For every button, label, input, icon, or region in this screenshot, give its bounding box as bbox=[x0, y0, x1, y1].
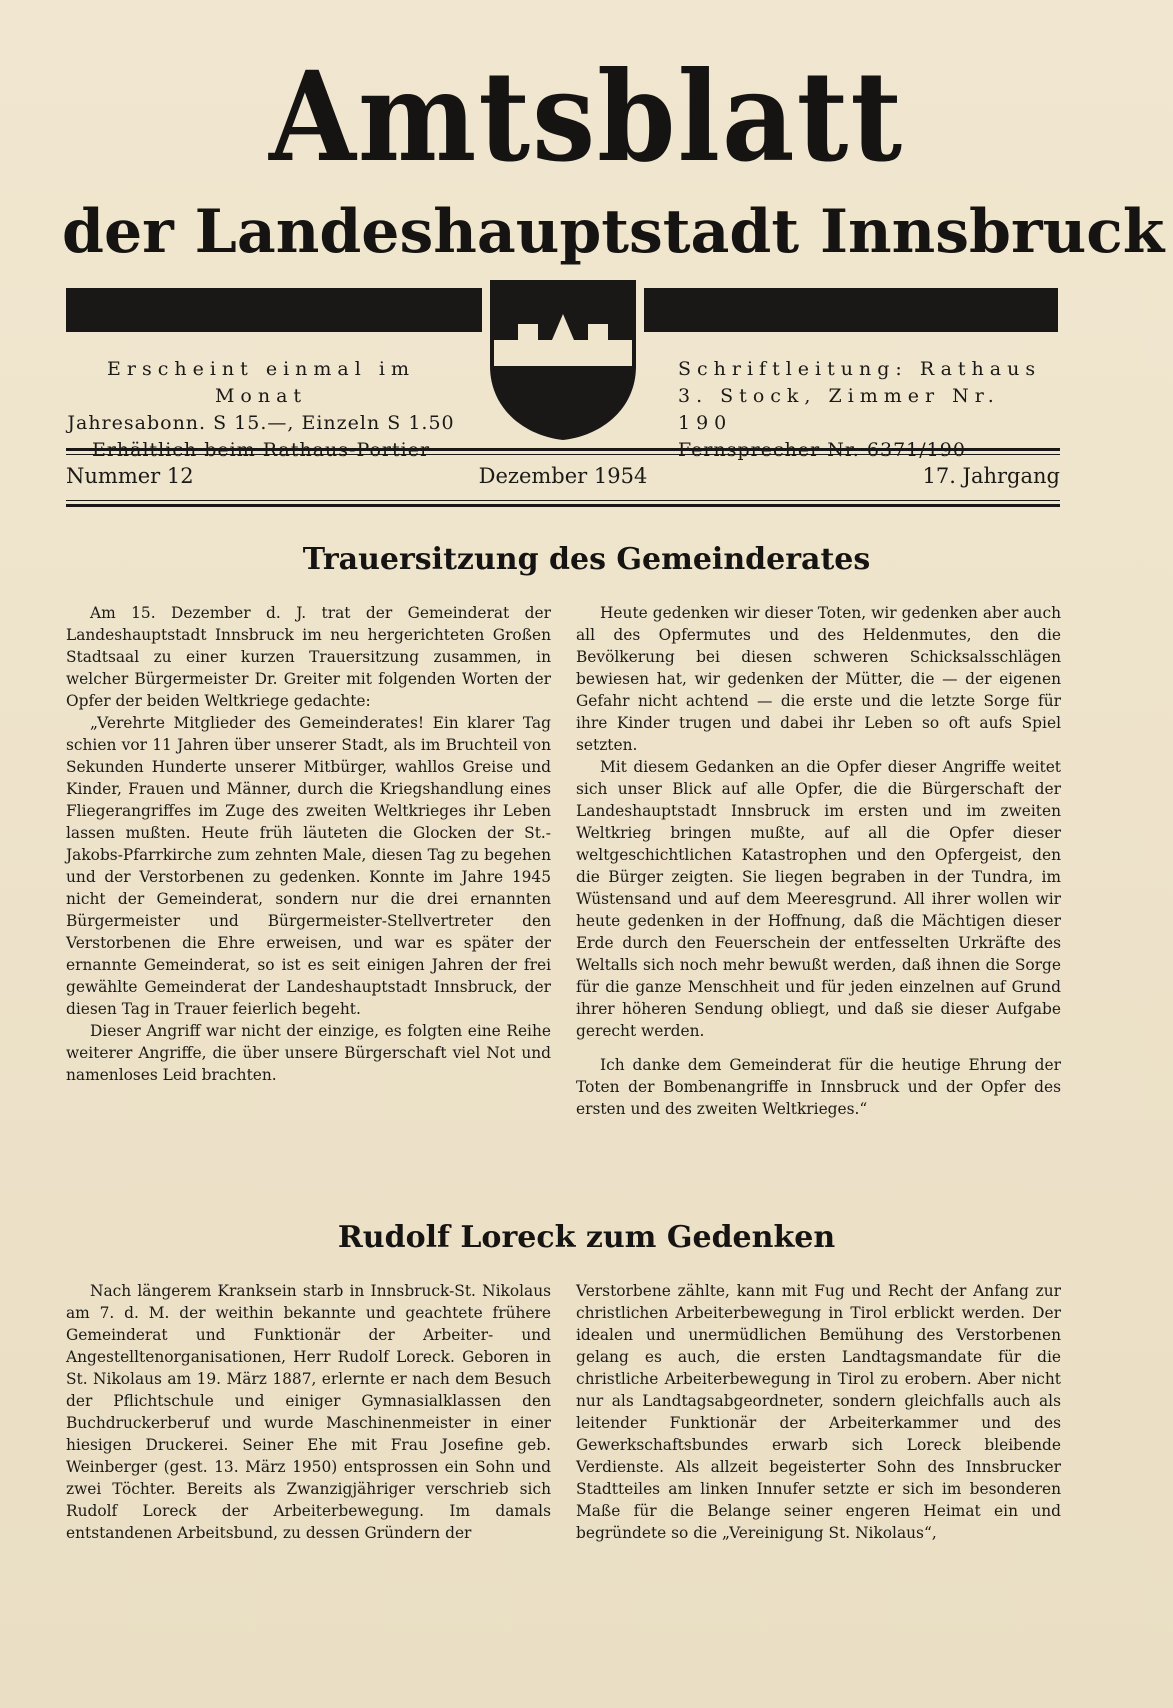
article-column bbox=[66, 602, 551, 1086]
paragraph: „Verehrte Mitglieder des Gemeinderates! Ein klarer Tag schien vor 11 Jahren über unserer Stadt, als im Bruchteil von Sekunden Hunderte unserer Mitbürger, wahllos Greise und Kinder, Frauen und Männer, durch die Kriegshandlung eines Fliegerangriffes im Zuge des zweiten Weltkrieges ihr Leben lassen mußten. Heute früh läuteten die Glocken der St.-Jakobs-Pfarrkirche zum zehnten Male, diesen Tag zu begehen und der Verstorbenen zu gedenken. Konnte im Jahre 1945 nicht der Gemeinderat, sondern nur die drei ernannten Bürgermeister und Bürgermeister-Stellvertreter den Verstorbenen die Ehre erweisen, und war es später der ernannte Gemeinderat, so ist es seit einigen Jahren der frei gewählte Gemeinderat der Landeshauptstadt Innsbruck, der diesen Tag in Trauer feierlich begeht. bbox=[66, 714, 551, 1018]
rule bbox=[66, 454, 1060, 455]
article-headline: Trauersitzung des Gemeinderates bbox=[302, 542, 871, 577]
paragraph: Dieser Angriff war nicht der einzige, es folgten eine Reihe weiterer Angriffe, die über unsere Bürgerschaft viel Not und namenloses Leid brachten. bbox=[66, 1022, 551, 1084]
price-line: Jahresabonn. S 15.—, Einzeln S 1.50 bbox=[67, 412, 455, 434]
paragraph: Mit diesem Gedanken an die Opfer dieser Angriffe weitet sich unser Blick auf alle Opfer, die die Bürgerschaft der Landeshauptstadt Innsbruck im ersten und im zweiten Weltkrieg bringen mußte, auf all die Opfer dieser weltgeschichtlichen Katastrophen und den Opfergeist, den die Bürger zeigten. Sie liegen begraben in der Tundra, im Wüstensand und auf dem Meeresgrund. All ihrer wollen wir heute gedenken in der Hoffnung, daß die Mächtigen dieser Erde durch den Feuerschein der entfesselten Urkräfte des Weltalls sich noch mehr bewußt werden, daß ihnen die Sorge für die ganze Menschheit und für jeden einzelnen auf Grund ihrer höheren Sendung obliegt, und daß sie dieser Aufgabe gerecht werden. bbox=[576, 758, 1061, 1040]
editorial-office-line: Schriftleitung: Rathaus bbox=[678, 358, 1042, 380]
paragraph: Ich danke dem Gemeinderat für die heutige Ehrung der Toten der Bombenangriffe in Innsbruck und der Opfer des ersten und des zweiten Weltkrieges.“ bbox=[576, 1056, 1061, 1118]
article-column bbox=[576, 1280, 1061, 1544]
paragraph: Nach längerem Kranksein starb in Innsbruck-St. Nikolaus am 7. d. M. der weithin bekannte und geachtete frühere Gemeinderat und Funktionär der Arbeiter- und Angestelltenorganisationen, Herr Rudolf Loreck. Geboren in St. Nikolaus am 19. März 1887, erlernte er nach dem Besuch der Pflichtschule und einiger Gymnasialklassen den Buchdruckerberuf und wurde Maschinenmeister in einer hiesigen Druckerei. Seiner Ehe mit Frau Josefine geb. Weinberger (gest. 13. März 1950) entsprossen ein Sohn und zwei Töchter. Bereits als Zwanzigjähriger verschrieb sich Rudolf Loreck der Arbeiterbewegung. Im damals entstandenen Arbeitsbund, zu dessen Gründern der bbox=[66, 1282, 551, 1542]
article-headline: Rudolf Loreck zum Gedenken bbox=[337, 1220, 836, 1255]
paragraph: Heute gedenken wir dieser Toten, wir gedenken aber auch all des Opfermutes und des Heldenmutes, den die Bevölkerung bei diesen schweren Schicksalsschlägen bewiesen hat, wir gedenken der Mütter, die — der eigenen Gefahr nicht achtend — die erste und die letzte Sorge für ihre Kinder trugen und dabei ihr Leben so oft aufs Spiel setzten. bbox=[576, 604, 1061, 754]
masthead-bar-right bbox=[644, 288, 1058, 332]
issue-number: Nummer 12 bbox=[66, 464, 194, 488]
paragraph: Verstorbene zählte, kann mit Fug und Recht der Anfang zur christlichen Arbeiterbewegung in Tirol erblickt werden. Der idealen und unermüdlichen Bemühung des Verstorbenen gelang es auch, die ersten Landtagsmandate für die christliche Arbeiterbewegung in Tirol zu erobern. Aber nicht nur als Landtagsabgeordneter, sondern gleichfalls auch als leitender Funktionär der Arbeiterkammer und des Gewerkschaftsbundes erwarb sich Loreck bleibende Verdienste. Als allzeit begeisterter Sohn des Innsbrucker Stadtteiles am linken Innufer setzte er sich im besonderen Maße für die Belange seiner engeren Heimat ein und begründete so die „Vereinigung St. Nikolaus“, bbox=[576, 1282, 1061, 1542]
paragraph: Am 15. Dezember d. J. trat der Gemeinderat der Landeshauptstadt Innsbruck im neu hergerichteten Großen Stadtsaal zu einer kurzen Trauersitzung zusammen, in welcher Bürgermeister Dr. Greiter mit folgenden Worten der Opfer der beiden Weltkriege gedachte: bbox=[66, 604, 551, 710]
issue-volume: 17. Jahrgang bbox=[922, 464, 1060, 488]
rule bbox=[66, 500, 1060, 501]
room-line: 3. Stock, Zimmer Nr. 190 bbox=[678, 385, 1000, 434]
rule bbox=[66, 504, 1060, 507]
masthead-title: Amtsblatt bbox=[268, 45, 905, 190]
rule bbox=[66, 448, 1060, 451]
coat-of-arms-icon bbox=[490, 280, 636, 440]
frequency-line: Erscheint einmal im Monat bbox=[107, 358, 415, 407]
issue-date: Dezember 1954 bbox=[478, 464, 648, 488]
masthead-bar-left bbox=[66, 288, 482, 332]
issue-line bbox=[66, 464, 1060, 494]
article-column bbox=[576, 602, 1061, 1120]
article-column bbox=[66, 1280, 551, 1544]
masthead-subtitle: der Landeshauptstadt Innsbruck bbox=[62, 197, 1165, 267]
